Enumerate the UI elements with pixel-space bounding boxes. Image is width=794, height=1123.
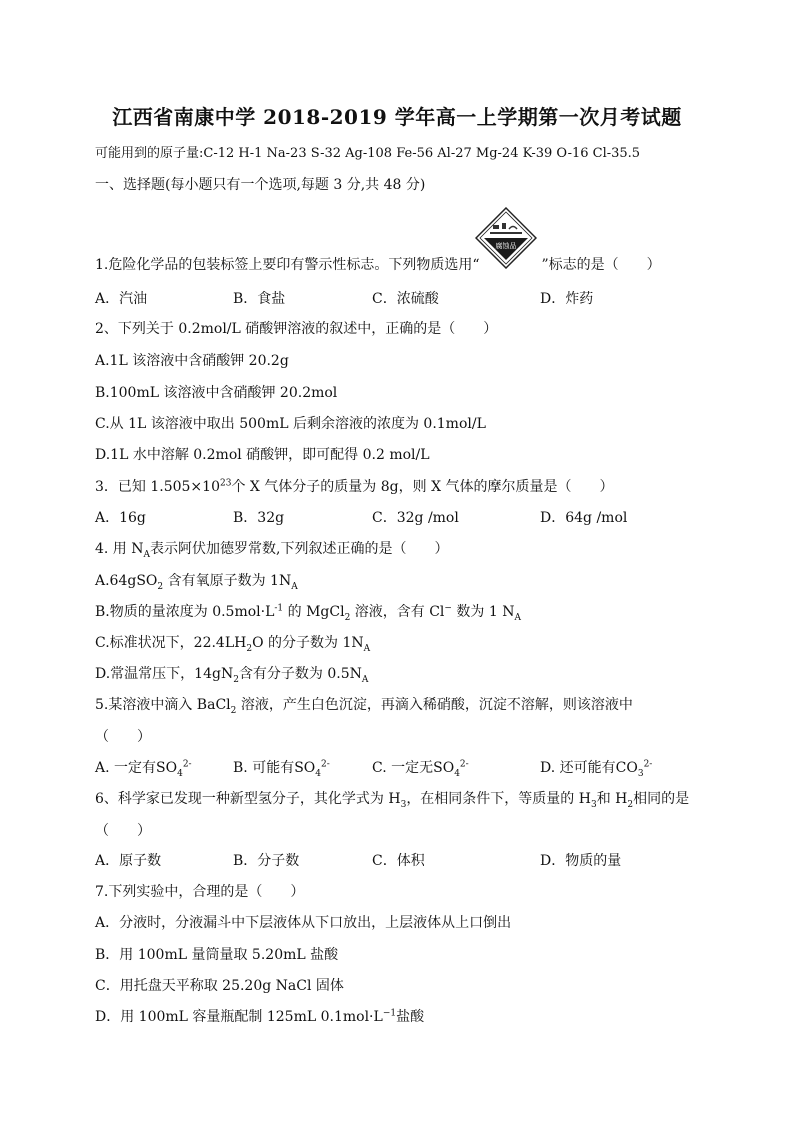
- q5-stem-blank: （ ）: [95, 729, 151, 745]
- q6-option-c: C．体积: [372, 853, 425, 869]
- corrosive-hazard-icon: [475, 207, 537, 269]
- q4-option-a: A.64gSO$_2$ 含有氧原子数为 $1N_A$: [95, 573, 298, 592]
- q3-option-a: A．16g: [95, 510, 146, 526]
- q2-option-a: A.1L 该溶液中含硝酸钾 20.2g: [95, 353, 289, 369]
- q7-stem: 7.下列实验中，合理的是（ ）: [95, 884, 305, 900]
- q1-option-b: B．食盐: [233, 291, 286, 307]
- q4-option-d: D.常温常压下，$14gN_2$含有分子数为 $0.5N_A$: [95, 666, 369, 685]
- q4-stem: 4. 用 $N_A$表示阿伏加德罗常数,下列叙述正确的是（ ）: [95, 541, 449, 560]
- q6-option-a: A．原子数: [95, 853, 162, 869]
- q2-option-d: D.1L 水中溶解 0.2mol 硝酸钾，即可配得 0.2 mol/L: [95, 447, 430, 463]
- q6-option-b: B．分子数: [233, 853, 300, 869]
- q4-option-c: C.标准状况下，$22.4LH_2O$ 的分子数为 $1N_A$: [95, 635, 371, 654]
- q7-option-a: A．分液时，分液漏斗中下层液体从下口放出，上层液体从上口倒出: [95, 915, 512, 931]
- q3-option-d: D．64g /mol: [540, 510, 628, 526]
- q7-option-b: B．用 100mL 量筒量取 5.20mL 盐酸: [95, 947, 339, 963]
- q1-option-d: D．炸药: [540, 291, 594, 307]
- q6-option-d: D．物质的量: [540, 853, 622, 869]
- hazard-label: 腐蚀品: [495, 242, 517, 250]
- q1-option-c: C．浓硫酸: [372, 291, 439, 307]
- q7-option-c: C．用托盘天平称取 25.20g NaCl 固体: [95, 978, 344, 994]
- q7-option-d: D．用 100mL 容量瓶配制 125mL $0.1mol\cdot L^{-1}$盐酸: [95, 1008, 425, 1025]
- q2-option-c: C.从 1L 该溶液中取出 500mL 后剩余溶液的浓度为 0.1mol/L: [95, 416, 486, 432]
- q6-stem: 6、科学家已发现一种新型氢分子，其化学式为 $H_3$，在相同条件下，等质量的 $H_3$和 $H_2$相同的是: [95, 791, 690, 810]
- q6-stem-blank: （ ）: [95, 823, 151, 839]
- q3-option-c: C．32g /mol: [372, 510, 459, 526]
- page-title: 江西省南康中学 2018-2019 学年高一上学期第一次月考试题: [112, 105, 682, 129]
- section-heading: 一、选择题(每小题只有一个选项,每题 3 分,共 48 分): [95, 177, 426, 193]
- q2-option-b: B.100mL 该溶液中含硝酸钾 20.2mol: [95, 385, 338, 401]
- q5-option-d: D. 还可能有$CO_3^{2-}$: [540, 759, 653, 779]
- q5-option-a: A. 一定有$SO_4^{2-}$: [95, 759, 192, 779]
- q3-stem: 3．已知 $1.505\times 10^{23}$个 X 气体分子的质量为 8g，则 X 气体的摩尔质量是（ ）: [95, 478, 614, 495]
- q4-option-b: B.物质的量浓度为 $0.5mol\cdot L^{-1}$ 的 MgCl$_2$ 溶液，含有 Cl− 数为 1 $N_A$: [95, 603, 521, 623]
- q5-option-c: C. 一定无$SO_4^{2-}$: [372, 759, 469, 779]
- q3-option-b: B．32g: [233, 510, 285, 526]
- q5-stem: 5.某溶液中滴入 BaCl$_2$ 溶液，产生白色沉淀，再滴入稀硝酸，沉淀不溶解，则该溶液中: [95, 697, 633, 716]
- q1-option-a: A．汽油: [95, 291, 148, 307]
- q5-option-b: B. 可能有$SO_4^{2-}$: [233, 759, 330, 779]
- q1-stem: 1.危险化学品的包装标签上要印有警示性标志。下列物质选用“ ”标志的是（ ）: [95, 257, 661, 273]
- atomic-masses: 可能用到的原子量:C-12 H-1 Na-23 S-32 Ag-108 Fe-56 Al-27 Mg-24 K-39 O-16 Cl-35.5: [95, 146, 641, 161]
- q2-stem: 2、下列关于 0.2mol/L 硝酸钾溶液的叙述中，正确的是（ ）: [95, 321, 498, 337]
